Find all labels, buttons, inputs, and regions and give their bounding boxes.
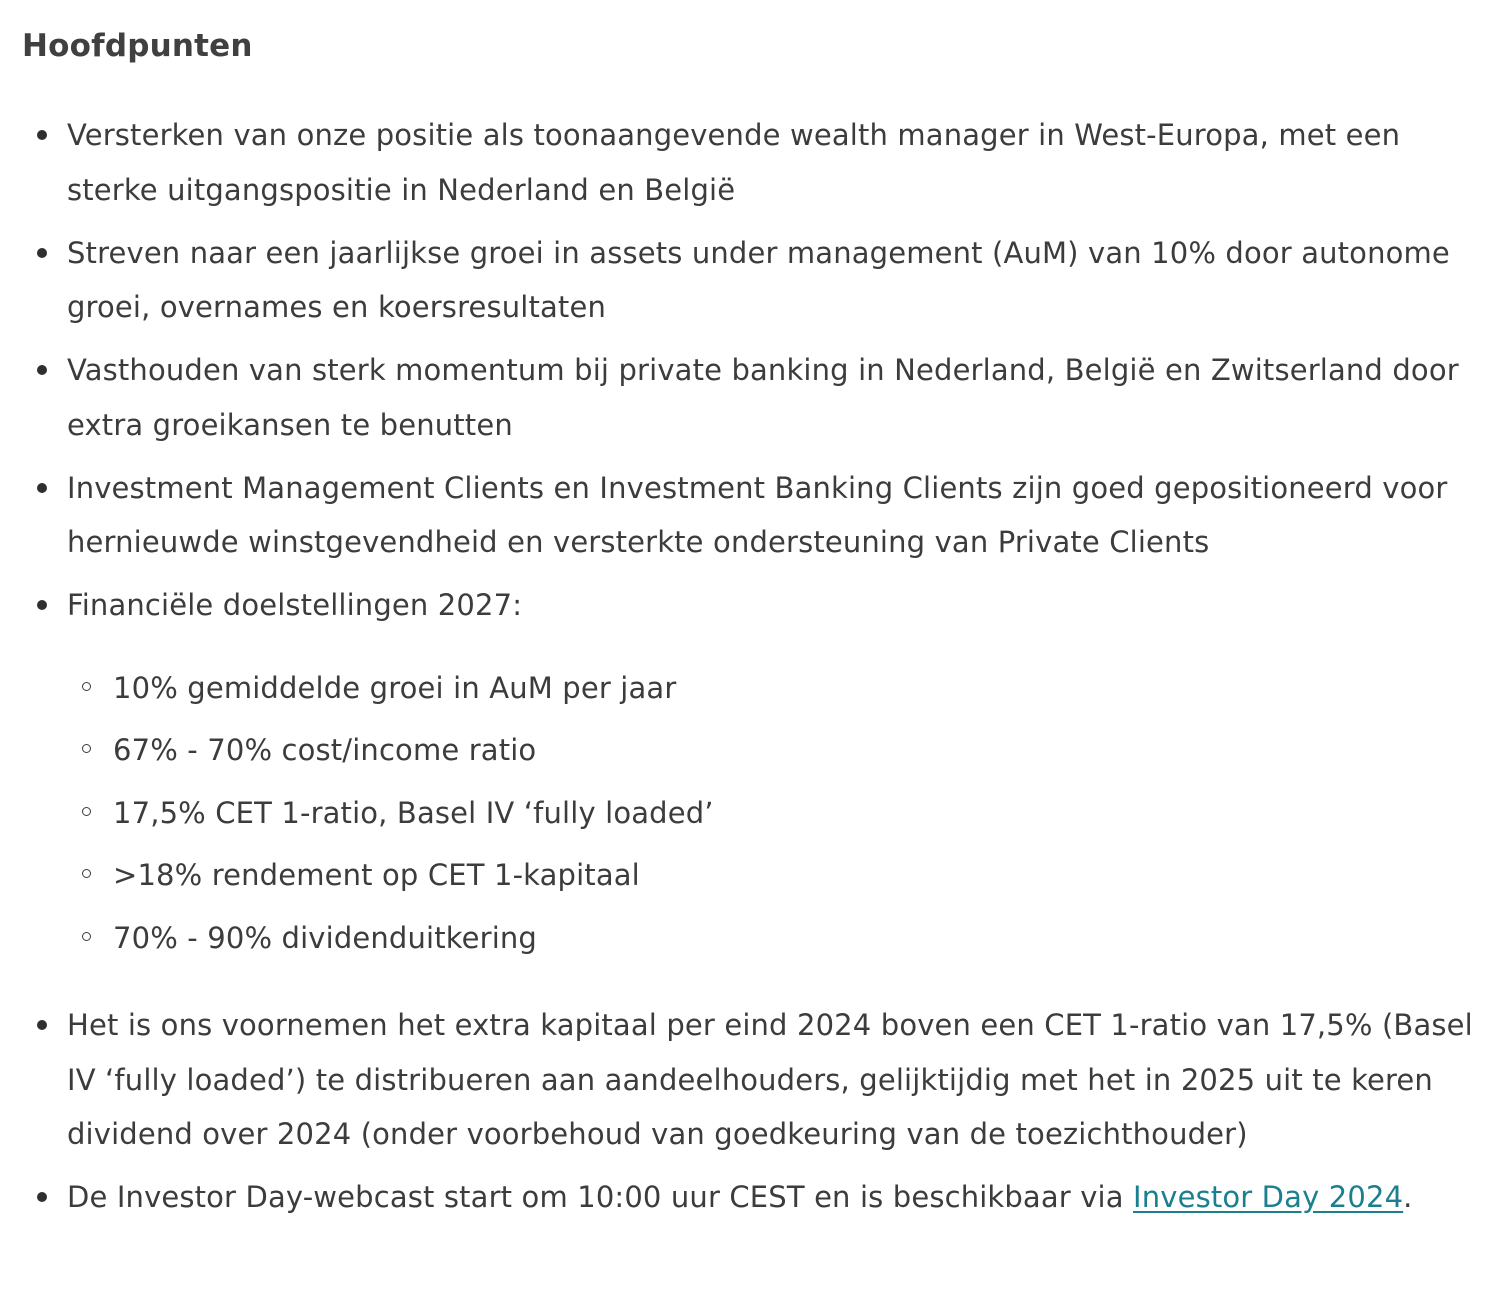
list-item-text: Versterken van onze positie als toonaangevende wealth manager in West-Europa, met een sterke uitgangspositie in Nederland en België — [67, 118, 1401, 207]
list-item-webcast — [0, 1170, 1490, 1225]
sub-list-item — [67, 661, 1490, 716]
list-item — [0, 108, 1490, 217]
sub-list-item-text: 67% - 70% cost/income ratio — [113, 733, 537, 767]
sub-list-item-text: 17,5% CET 1-ratio, Basel IV ‘fully loaded’ — [113, 795, 714, 830]
bullet-circle-icon — [82, 869, 91, 878]
list-item-financial-targets — [0, 578, 1490, 965]
list-item — [0, 343, 1490, 452]
bullet-dot-icon — [37, 365, 47, 375]
sub-list-item — [67, 786, 1490, 841]
list-item — [0, 998, 1490, 1162]
sub-list-item-text: 70% - 90% dividenduitkering — [113, 920, 537, 955]
sub-list-item — [67, 723, 1490, 778]
sub-list-item-text: 10% gemiddelde groei in AuM per jaar — [113, 670, 677, 705]
highlights-list — [0, 108, 1490, 1233]
list-item-text: Streven naar een jaarlijkse groei in assets under management (AuM) van 10% door autonome groei, overnames en koersresultaten — [67, 235, 1450, 324]
sub-list-item — [67, 848, 1490, 903]
webcast-suffix: . — [1403, 1180, 1413, 1214]
sub-list-item-text: >18% rendement op CET 1-kapitaal — [113, 858, 640, 892]
section-heading: Hoofdpunten — [22, 28, 253, 64]
list-item — [0, 461, 1490, 570]
bullet-dot-icon — [37, 483, 47, 493]
list-item-text: Investment Management Clients en Investment Banking Clients zijn goed gepositioneerd voor hernieuwde winstgevendheid en versterkte ondersteuning van Private Clients — [67, 470, 1448, 559]
list-item — [0, 226, 1490, 335]
list-item-text: Financiële doelstellingen 2027: — [67, 588, 523, 622]
investor-day-link[interactable]: Investor Day 2024 — [1133, 1180, 1404, 1214]
financial-targets-list — [67, 661, 1490, 966]
list-item-text: Het is ons voornemen het extra kapitaal per eind 2024 boven een CET 1-ratio van 17,5% (Basel IV ‘fully loaded’) te distribueren aan aandeelhouders, gelijktijdig met het in 2025 uit te keren dividend over 2024 (onder voorbehoud van goedkeuring van de toezichthouder) — [67, 1008, 1473, 1151]
bullet-dot-icon — [37, 130, 47, 140]
sub-list-item — [67, 911, 1490, 966]
bullet-dot-icon — [37, 1192, 47, 1202]
bullet-circle-icon — [82, 682, 91, 691]
list-item-text: Vasthouden van sterk momentum bij private banking in Nederland, België en Zwitserland door extra groeikansen te benutten — [67, 353, 1459, 442]
bullet-circle-icon — [82, 932, 91, 941]
webcast-text: De Investor Day-webcast start om 10:00 uur CEST en is beschikbaar via — [67, 1180, 1134, 1214]
bullet-dot-icon — [37, 1020, 47, 1030]
bullet-dot-icon — [37, 600, 47, 610]
bullet-circle-icon — [82, 807, 91, 816]
bullet-dot-icon — [37, 248, 47, 258]
bullet-circle-icon — [82, 744, 91, 753]
